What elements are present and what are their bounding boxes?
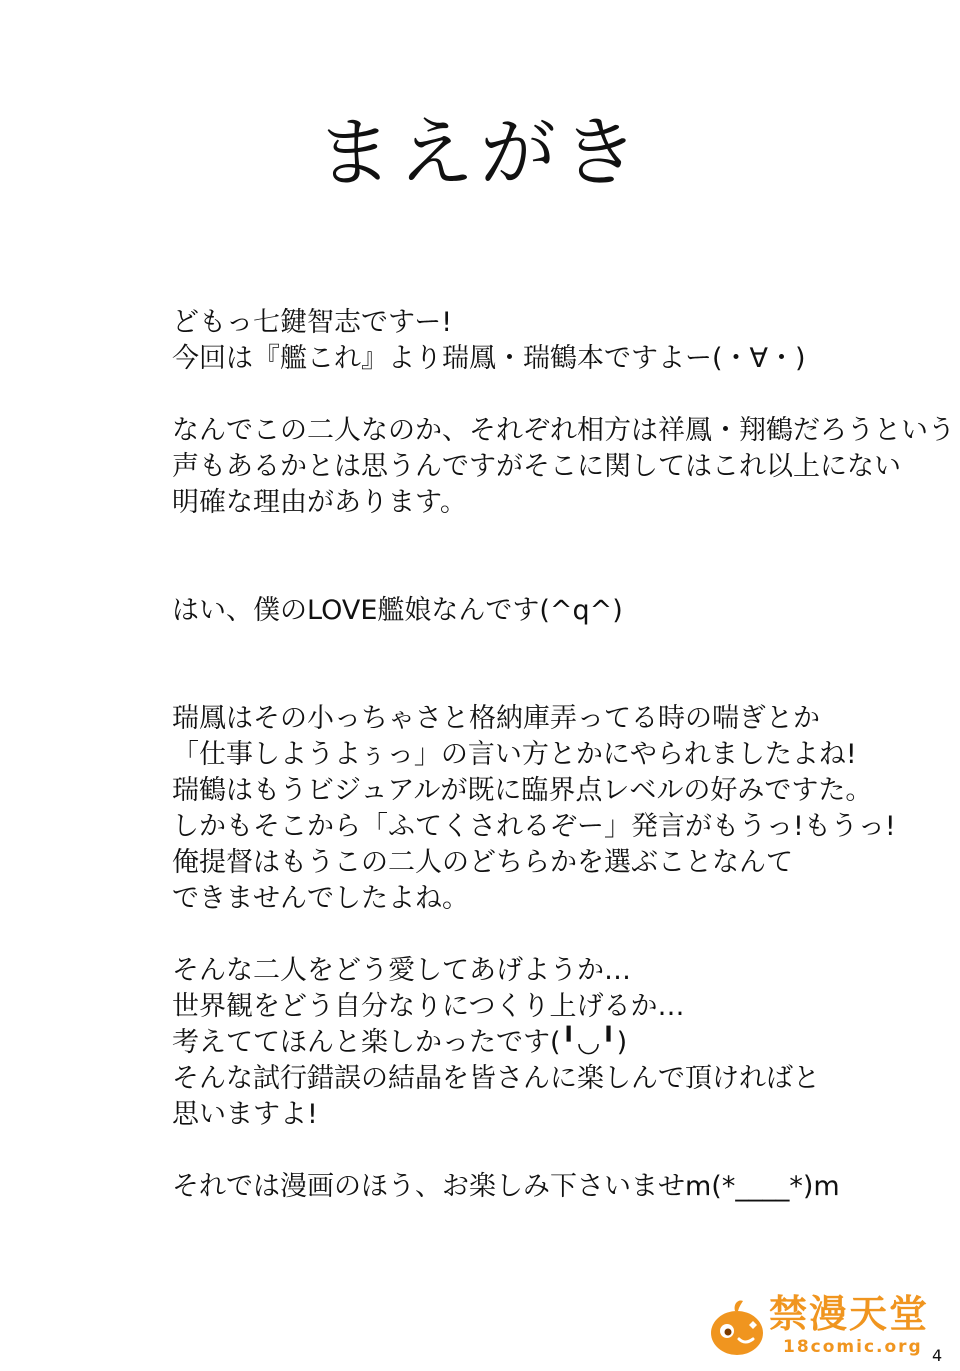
text-line: 世界観をどう自分なりにつくり上げるか… xyxy=(172,991,685,1022)
text-line: どもっ七鍵智志ですー! xyxy=(172,307,453,338)
text-line: できませんでしたよね。 xyxy=(172,883,469,914)
text-line: はい、僕のLOVE艦娘なんです(^q^) xyxy=(172,595,623,626)
text-line: 考えててほんと楽しかったです(╹◡╹) xyxy=(172,1027,628,1058)
paragraph-reason xyxy=(172,413,955,521)
text-line: 瑞鳳はその小っちゃさと格納庫弄ってる時の喘ぎとか xyxy=(172,703,820,734)
text-line: そんな二人をどう愛してあげようか… xyxy=(172,955,631,986)
text-line: そんな試行錯誤の結晶を皆さんに楽しんで頂ければと xyxy=(172,1063,820,1094)
text-line: 今回は『艦これ』より瑞鳳・瑞鶴本ですよー(・∀・) xyxy=(172,343,806,374)
text-line: 声もあるかとは思うんですがそこに関してはこれ以上にない xyxy=(172,451,901,482)
paragraph-characters xyxy=(172,701,932,917)
paragraph-closing xyxy=(172,1169,932,1205)
paragraph-process xyxy=(172,953,932,1133)
text-line: それでは漫画のほう、お楽しみ下さいませm(*____*)m xyxy=(172,1171,840,1202)
text-line: 思いますよ! xyxy=(172,1099,318,1130)
text-line: 「仕事しようよぅっ」の言い方とかにやられましたよね! xyxy=(172,739,857,770)
text-line: 瑞鶴はもうビジュアルが既に臨界点レベルの好みですた。 xyxy=(172,775,873,806)
orange-mascot-icon xyxy=(705,1295,769,1359)
text-line: しかもそこから「ふてくされるぞー」発言がもうっ!もうっ! xyxy=(172,811,896,842)
text-line: なんでこの二人なのか、それぞれ相方は祥鳳・翔鶴だろうという xyxy=(172,415,955,446)
paragraph-love xyxy=(172,593,932,629)
page-title: まえがき xyxy=(316,108,644,197)
body-text xyxy=(172,305,955,1205)
page-number: 4 xyxy=(932,1346,943,1365)
watermark-url: 18comic.org xyxy=(783,1337,923,1357)
watermark xyxy=(705,1291,930,1363)
text-line: 俺提督はもうこの二人のどちらかを選ぶことなんて xyxy=(172,847,793,878)
text-line: 明確な理由があります。 xyxy=(172,487,467,518)
watermark-title: 禁漫天堂 xyxy=(769,1292,930,1336)
paragraph-greeting xyxy=(172,305,932,377)
